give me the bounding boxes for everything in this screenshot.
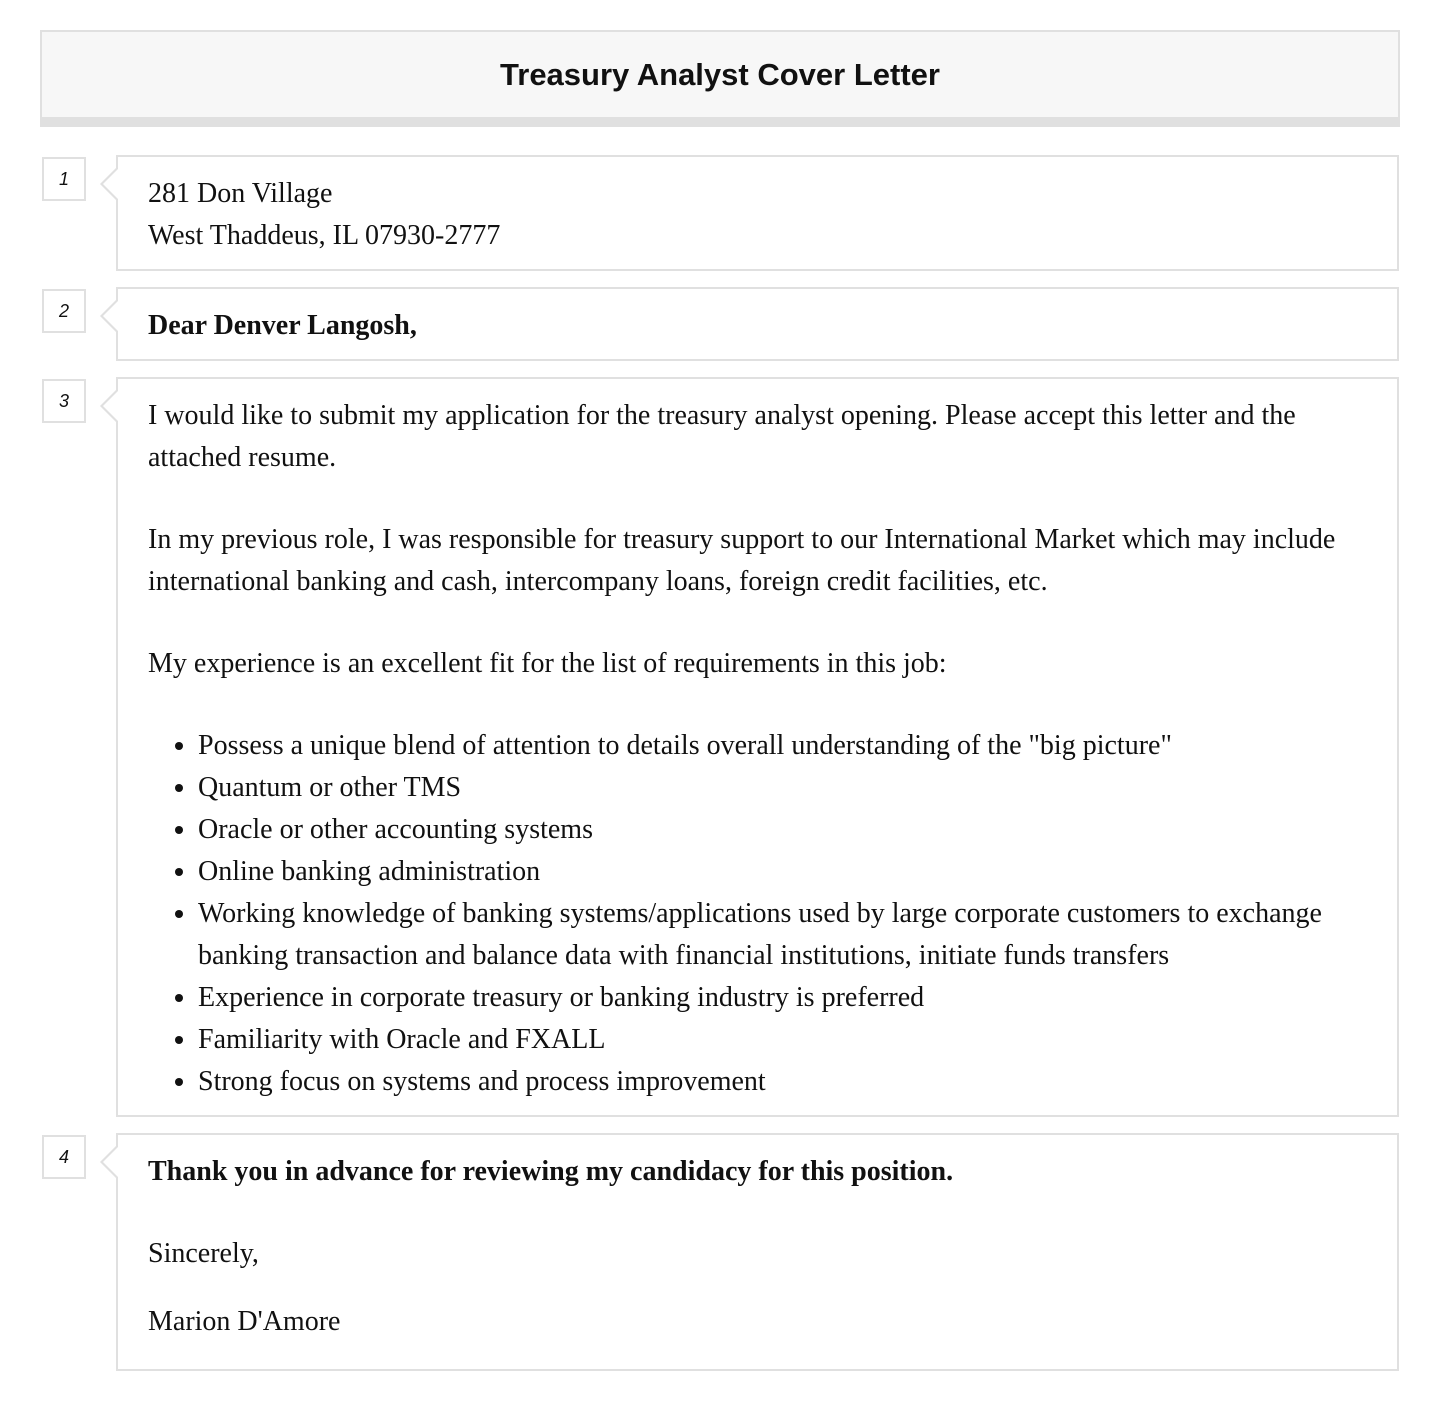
address-line-2: West Thaddeus, IL 07930-2777: [148, 220, 501, 251]
signature-name: Marion D'Amore: [148, 1306, 341, 1337]
section-number: 2: [42, 289, 86, 333]
closing-statement: Thank you in advance for reviewing my candidacy for this position.: [148, 1156, 954, 1187]
closing-box: [116, 1133, 1399, 1371]
section-number: 3: [42, 379, 86, 423]
body-paragraph-previous-role: In my previous role, I was responsible for treasury support to our International Market which may include international banking and cash, intercompany loans, foreign credit facilities, etc.: [148, 524, 1336, 597]
list-item: • Possess a unique blend of attention to details overall understanding of the "big picture": [198, 725, 1367, 767]
salutation: Dear Denver Langosh,: [148, 310, 417, 341]
body-box: [116, 377, 1399, 1117]
list-item: • Familiarity with Oracle and FXALL: [198, 1019, 1367, 1061]
list-item: • Quantum or other TMS: [198, 767, 1367, 809]
body-paragraph-intro: I would like to submit my application for the treasury analyst opening. Please accept this letter and the attached resume.: [148, 400, 1296, 473]
list-item: • Working knowledge of banking systems/applications used by large corporate customers to exchange banking transaction and balance data with financial institutions, initiate funds transfers: [198, 893, 1367, 977]
document-title: Treasury Analyst Cover Letter: [500, 56, 940, 92]
address-box: [116, 155, 1399, 271]
requirements-list: [148, 725, 1367, 1103]
section-number: 1: [42, 157, 86, 201]
sign-off: Sincerely,: [148, 1238, 259, 1269]
document-header: [40, 30, 1400, 127]
address-line-1: 281 Don Village: [148, 178, 333, 209]
list-item: • Experience in corporate treasury or banking industry is preferred: [198, 977, 1367, 1019]
list-item: • Oracle or other accounting systems: [198, 809, 1367, 851]
list-item: • Online banking administration: [198, 851, 1367, 893]
body-paragraph-requirements-intro: My experience is an excellent fit for the list of requirements in this job:: [148, 648, 947, 679]
list-item: • Strong focus on systems and process improvement: [198, 1061, 1367, 1103]
salutation-box: [116, 287, 1399, 361]
section-number: 4: [42, 1135, 86, 1179]
